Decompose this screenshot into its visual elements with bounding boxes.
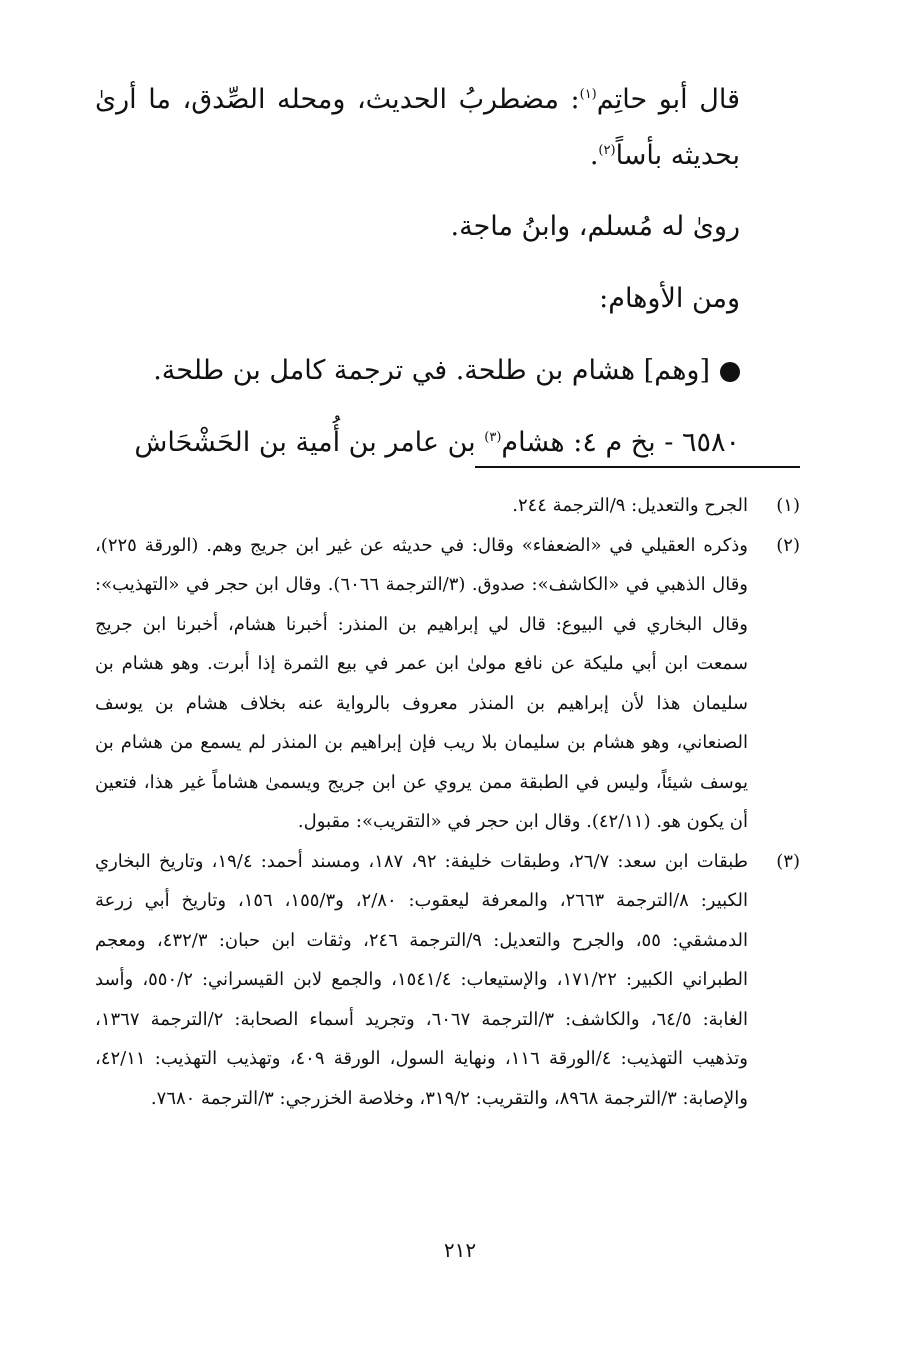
paragraph-entry-6580 (95, 414, 740, 472)
para1-text: قال أبو حاتِم (596, 84, 741, 115)
entry-start: ٦٥٨٠ - بخ م ٤: هشام (501, 427, 740, 458)
footnotes (95, 486, 800, 1118)
footnote-ref-2: (٢) (598, 143, 616, 158)
paragraph-awham-heading: ومن الأوهام: (599, 283, 740, 314)
paragraph-wahm-entry (95, 342, 740, 400)
paragraph-narrators: روىٰ له مُسلم، وابنُ ماجة. (450, 211, 740, 242)
footnote-marker: (١) (776, 495, 800, 516)
footnote-ref-1: (١) (579, 87, 597, 102)
paragraph-abu-hatim (95, 72, 740, 184)
entry-end: بن عامر بن أُمية بن الحَشْحَاش (134, 427, 485, 458)
para1-end: . (589, 140, 599, 171)
wahm-text: [وهم] هشام بن طلحة. في ترجمة كامل بن طلحة. (153, 355, 710, 386)
footnote-ref-3: (٣) (484, 430, 502, 445)
para1-text2: : مضطربُ الحديث، ومحله الصِّدق، ما أرىٰ بحديثه بأساً (95, 84, 740, 171)
footnote-marker: (٢) (776, 534, 800, 556)
main-text (95, 72, 740, 486)
footnote-text: وذكره العقيلي في «الضعفاء» وقال: في حديثه عن غير ابن جريج وهم. (الورقة ٢٢٥)، وقال الذهبي في «الكاشف»: صدوق. (٣/الترجمة ٦٠٦٦). وقال ابن حجر في «التهذيب»: وقال البخاري في البيوع: قال لي إبراهيم بن المنذر: أخبرنا هشام، أخبرنا ابن جريج سمعت ابن أبي مليكة عن نافع مولىٰ ابن عمر في بيع الثمرة إذا أبرت. وهو هشام بن سليمان هذا لأن إبراهيم بن المنذر معروف بالرواية عنه بخلاف هشام بن يوسف الصنعاني، وهو هشام بن سليمان بلا ريب فإن إبراهيم بن المنذر لم يسمع من هشام بن يوسف شيئاً، وليس في الطبقة ممن يروي عن ابن جريج ويسمىٰ هشاماً غير هذا، فتعين أن يكون هو. (٤٢/١١). وقال ابن حجر في «التقريب»: مقبول. (95, 534, 748, 832)
footnote-1 (95, 486, 800, 526)
footnote-3 (95, 842, 800, 1119)
page-number: ٢١٢ (443, 1238, 477, 1262)
footnote-text: طبقات ابن سعد: ٢٦/٧، وطبقات خليفة: ٩٢، ١٨٧، ومسند أحمد: ١٩/٤، وتاريخ البخاري الكبير: ٨/الترجمة ٢٦٦٣، والمعرفة ليعقوب: ٢/٨٠، و١٥٥/٣، ١٥٦، وتاريخ أبي زرعة الدمشقي: ٥٥، والجرح والتعديل: ٩/الترجمة ٢٤٦، وثقات ابن حبان: ٤٣٢/٣، ومعجم الطبراني الكبير: ١٧١/٢٢، والإستيعاب: ١٥٤١/٤، والجمع لابن القيسراني: ٥٥٠/٢، وأسد الغابة: ٦٤/٥، والكاشف: ٣/الترجمة ٦٠٦٧، وتجريد أسماء الصحابة: ٢/الترجمة ١٣٦٧، وتذهيب التهذيب: ٤/الورقة ١١٦، ونهاية السول، الورقة ٤٠٩، وتهذيب التهذيب: ٤٢/١١، والإصابة: ٣/الترجمة ٨٩٦٨، والتقريب: ٣١٩/٢، وخلاصة الخزرجي: ٣/الترجمة ٧٦٨٠. (95, 850, 749, 1109)
footnote-divider (475, 466, 800, 468)
bullet-icon (720, 362, 740, 382)
footnote-2 (95, 526, 800, 842)
footnote-text: الجرح والتعديل: ٩/الترجمة ٢٤٤. (512, 495, 748, 516)
footnote-marker: (٣) (776, 850, 800, 872)
